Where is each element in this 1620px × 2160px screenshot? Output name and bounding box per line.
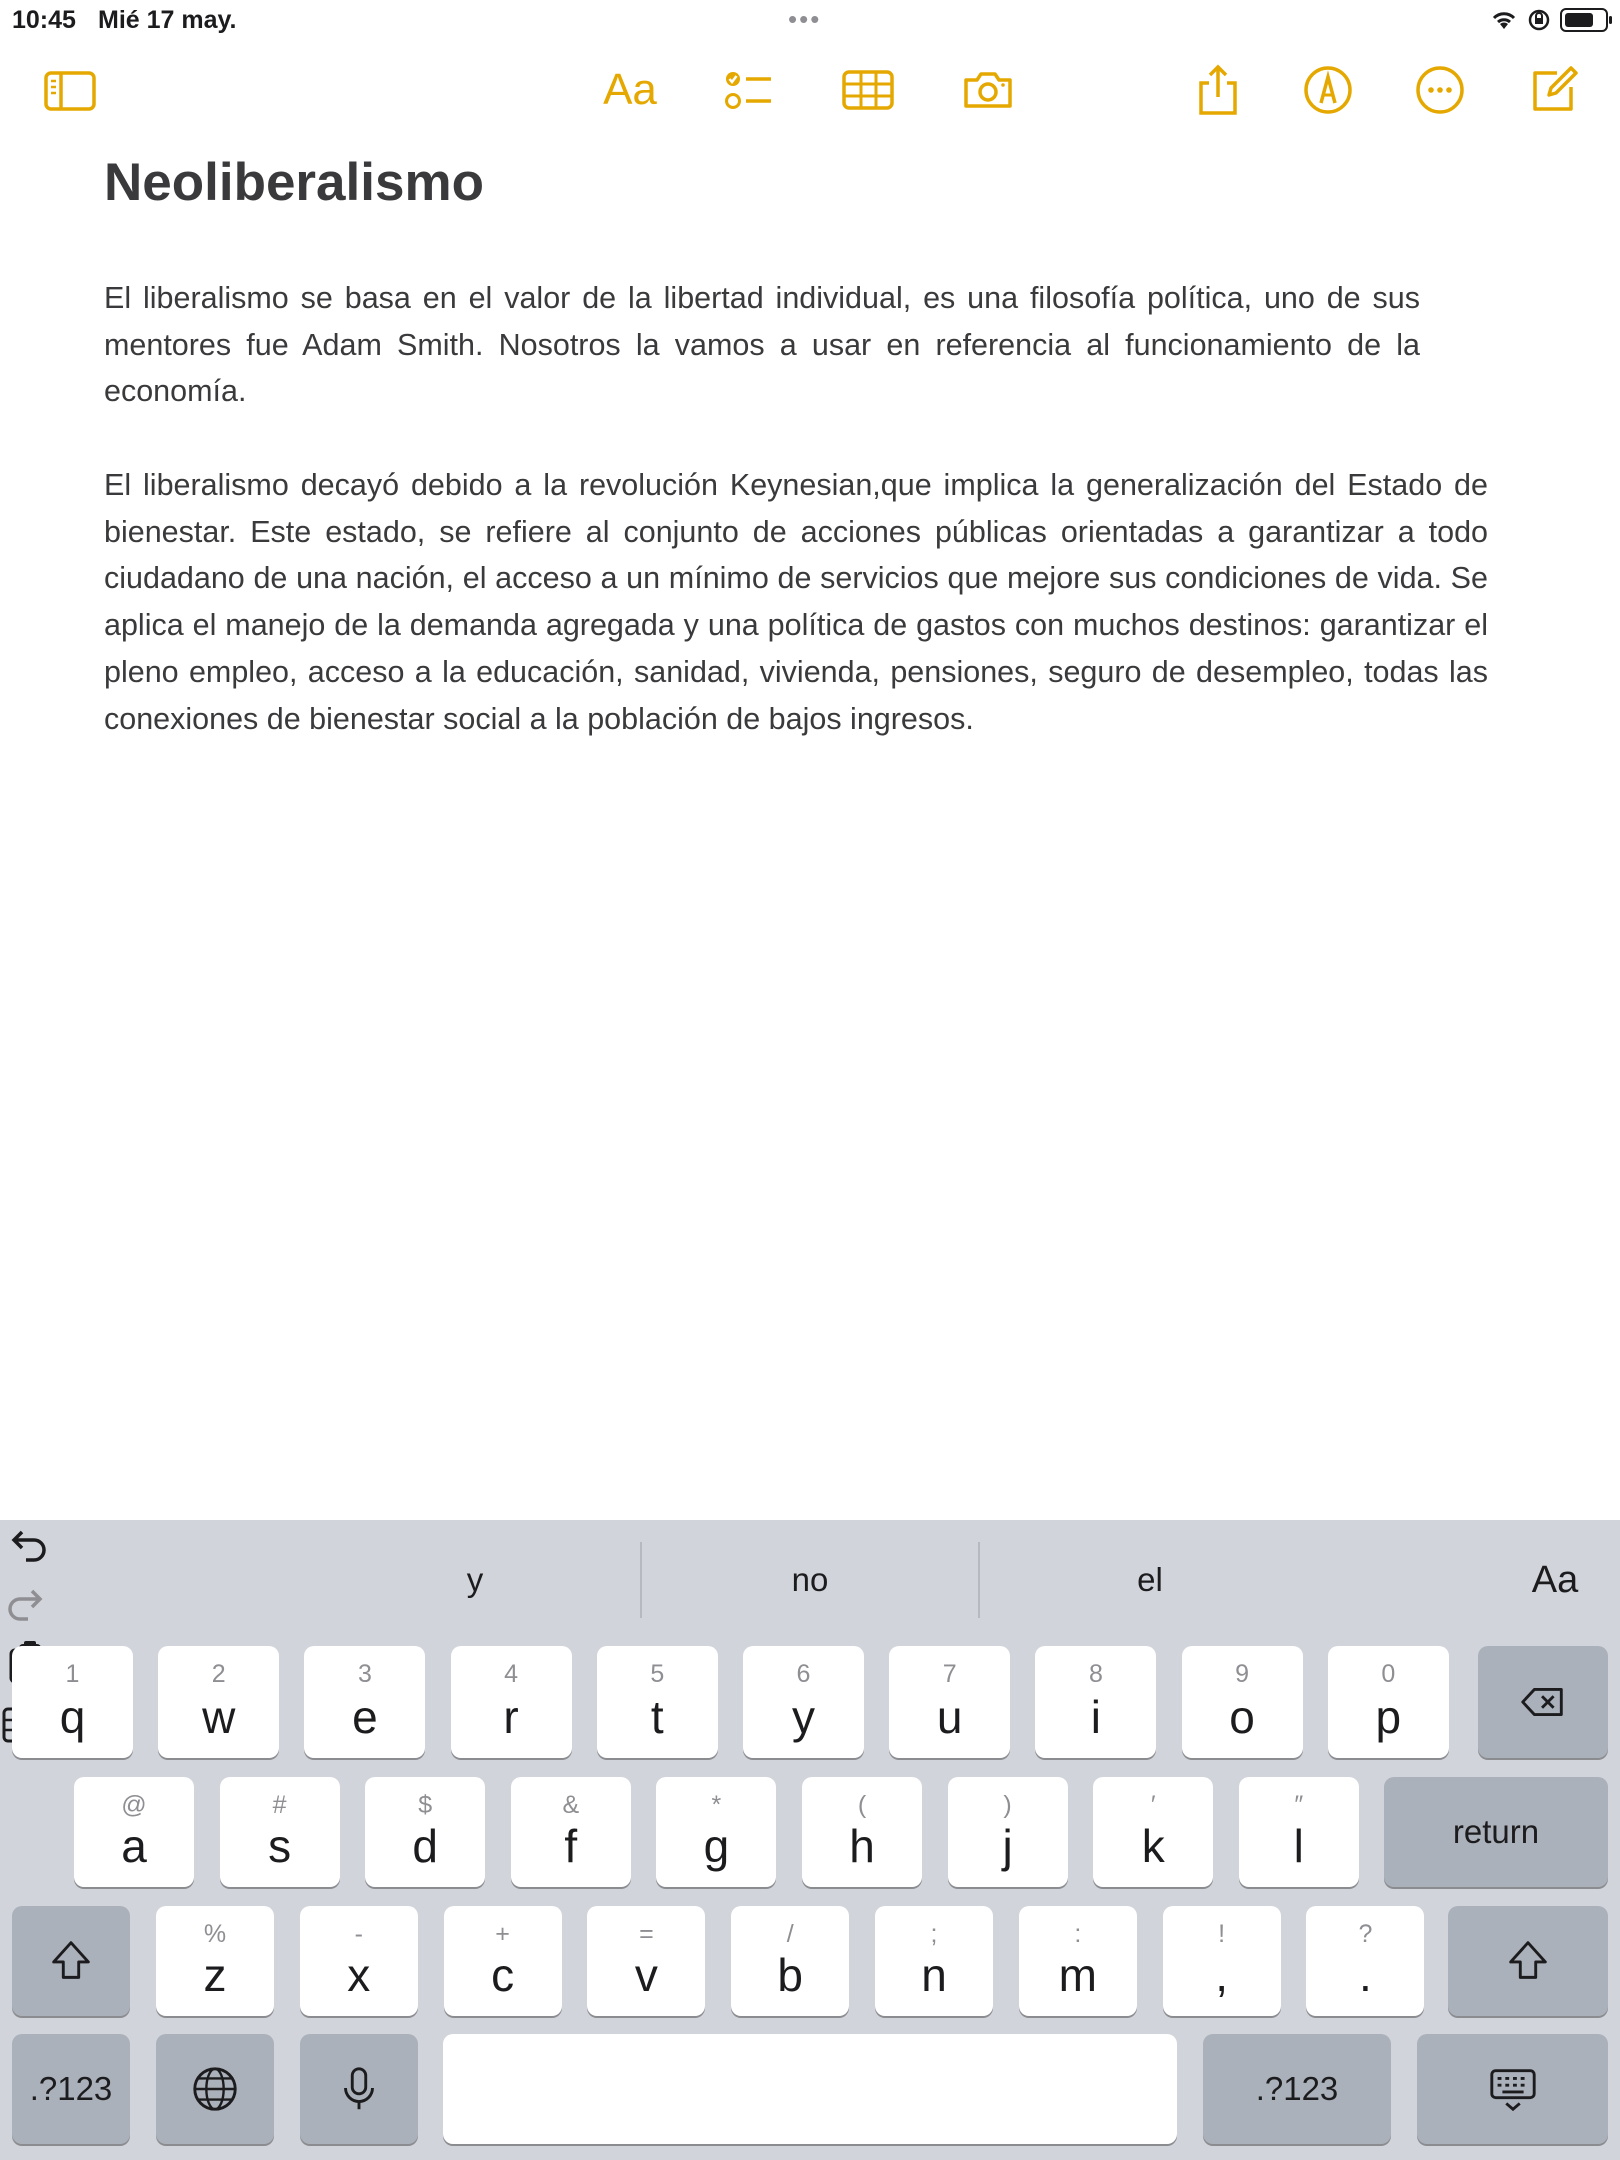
globe-key[interactable] <box>156 2034 274 2144</box>
undo-icon <box>0 1520 54 1574</box>
key-char-label: y <box>792 1691 815 1743</box>
shift-key-right[interactable] <box>1448 1906 1608 2016</box>
key-w[interactable] <box>158 1646 279 1758</box>
suggestion-1[interactable]: y <box>466 1561 484 1598</box>
key-period[interactable] <box>1306 1906 1424 2016</box>
sidebar-icon <box>43 63 97 117</box>
share-icon <box>1191 63 1245 117</box>
backspace-key[interactable] <box>1478 1646 1608 1758</box>
key-alt-label: 8 <box>1088 1660 1103 1688</box>
compose-icon <box>1527 63 1581 117</box>
key-alt-label: $ <box>418 1791 433 1819</box>
key-u[interactable] <box>889 1646 1010 1758</box>
table-icon <box>841 63 895 117</box>
key-char-label: q <box>59 1691 86 1743</box>
key-alt-label: 9 <box>1235 1660 1250 1688</box>
key-char-label: , <box>1215 1949 1228 2001</box>
keyboard-format-button[interactable]: Aa <box>1531 1559 1579 1601</box>
key-d[interactable] <box>365 1777 485 1887</box>
wifi-icon <box>1490 9 1518 31</box>
key-j[interactable] <box>948 1777 1068 1887</box>
suggestion-divider <box>978 1542 980 1618</box>
key-alt-label: * <box>711 1791 722 1819</box>
key-m[interactable] <box>1019 1906 1137 2016</box>
orientation-lock-icon <box>1528 9 1550 31</box>
key-s[interactable] <box>220 1777 340 1887</box>
key-alt-label: ′ <box>1150 1791 1156 1819</box>
note-title[interactable]: Neoliberalismo <box>104 153 484 212</box>
numbers-key-right[interactable] <box>1203 2034 1391 2144</box>
numbers-key-left[interactable] <box>12 2034 130 2144</box>
microphone-icon <box>333 2063 385 2115</box>
suggestion-3[interactable]: el <box>1137 1561 1163 1598</box>
key-t[interactable] <box>597 1646 718 1758</box>
shift-icon <box>1502 1935 1554 1987</box>
key-r[interactable] <box>451 1646 572 1758</box>
keyboard-dismiss-icon <box>1487 2063 1539 2115</box>
key-v[interactable] <box>587 1906 705 2016</box>
key-b[interactable] <box>731 1906 849 2016</box>
key-char-label: a <box>121 1820 147 1872</box>
key-n[interactable] <box>875 1906 993 2016</box>
key-f[interactable] <box>511 1777 631 1887</box>
key-alt-label: @ <box>121 1791 147 1819</box>
key-char-label: w <box>202 1691 236 1743</box>
status-time: 10:45 <box>12 6 76 34</box>
suggestion-2[interactable]: no <box>791 1561 829 1598</box>
key-alt-label: ″ <box>1294 1791 1304 1819</box>
key-alt-label: 4 <box>504 1660 519 1688</box>
share-button[interactable] <box>1190 62 1246 118</box>
table-button[interactable] <box>840 62 896 118</box>
key-char-label: r <box>503 1691 519 1743</box>
numbers-key-label: .?123 <box>1255 2070 1339 2107</box>
key-x[interactable] <box>300 1906 418 2016</box>
key-char-label: e <box>352 1691 378 1743</box>
note-paragraph[interactable]: El liberalismo decayó debido a la revolución Keynesian,que implica la generalización del Estado de bienestar. Este estado, se refiere al conjunto de acciones públicas orientadas a garantizar a todo ciudadano de una nación, el acceso a un mínimo de servicios que mejore sus condiciones de vida. Se aplica el manejo de la demanda agregada y una política de gastos con muchos destinos: garantizar el pleno empleo, acceso a la educación, sanidad, vivienda, pensiones, seguro de desempleo, todas las conexiones de bienestar social a la población de bajos ingresos. <box>104 468 1488 736</box>
battery-icon <box>1560 8 1608 32</box>
key-char-label: d <box>412 1820 438 1872</box>
key-char-label: j <box>1002 1820 1013 1872</box>
status-icons <box>1490 8 1608 32</box>
camera-button[interactable] <box>960 62 1016 118</box>
shift-key-left[interactable] <box>12 1906 130 2016</box>
key-y[interactable] <box>743 1646 864 1758</box>
key-alt-label: ? <box>1358 1920 1373 1948</box>
key-alt-label: ) <box>1003 1791 1012 1819</box>
markup-pen-icon <box>1301 63 1355 117</box>
key-char-label: h <box>849 1820 875 1872</box>
more-button[interactable] <box>1412 62 1468 118</box>
key-alt-label: = <box>639 1920 654 1948</box>
key-char-label: o <box>1229 1691 1255 1743</box>
status-bar <box>0 0 1620 40</box>
more-icon <box>1413 63 1467 117</box>
key-c[interactable] <box>444 1906 562 2016</box>
key-q[interactable] <box>12 1646 133 1758</box>
status-date: Mié 17 may. <box>98 6 237 34</box>
redo-icon <box>0 1579 54 1633</box>
key-l[interactable] <box>1239 1777 1359 1887</box>
key-alt-label: 5 <box>650 1660 665 1688</box>
key-p[interactable] <box>1328 1646 1449 1758</box>
key-char-label: t <box>650 1691 664 1743</box>
key-alt-label: 0 <box>1381 1660 1396 1688</box>
key-e[interactable] <box>304 1646 425 1758</box>
key-alt-label: 3 <box>357 1660 372 1688</box>
text-format-button[interactable] <box>600 62 660 118</box>
key-alt-label: : <box>1074 1920 1082 1948</box>
multitasking-dots-icon[interactable]: ••• <box>788 4 822 34</box>
key-g[interactable] <box>656 1777 776 1887</box>
key-char-label: n <box>921 1949 947 2001</box>
shift-icon <box>45 1935 97 1987</box>
software-keyboard <box>0 1520 1620 2160</box>
key-char-label: c <box>491 1949 515 2001</box>
checklist-icon <box>721 63 775 117</box>
key-char-label: . <box>1359 1949 1372 2001</box>
key-char-label: k <box>1141 1820 1165 1872</box>
key-alt-label: 7 <box>942 1660 957 1688</box>
key-alt-label: & <box>562 1791 580 1819</box>
key-alt-label: ! <box>1218 1920 1226 1948</box>
sidebar-toggle-button[interactable] <box>42 62 98 118</box>
key-i[interactable] <box>1035 1646 1156 1758</box>
key-comma[interactable] <box>1163 1906 1281 2016</box>
text-format-label: Aa <box>603 65 657 114</box>
key-alt-label: ( <box>857 1791 867 1819</box>
note-paragraph[interactable]: El liberalismo se basa en el valor de la libertad individual, es una filosofía política, uno de sus mentores fue Adam Smith. Nosotros la vamos a usar en referencia al funcionamiento de la economía. <box>104 281 1420 409</box>
key-h[interactable] <box>802 1777 922 1887</box>
markup-button[interactable] <box>1300 62 1356 118</box>
key-char-label: p <box>1375 1691 1402 1743</box>
key-char-label: m <box>1058 1949 1097 2001</box>
dictation-key[interactable] <box>300 2034 418 2144</box>
key-char-label: f <box>564 1820 578 1872</box>
key-alt-label: # <box>272 1791 287 1819</box>
key-alt-label: + <box>495 1920 510 1948</box>
key-char-label: u <box>936 1691 963 1743</box>
key-char-label: i <box>1090 1691 1101 1743</box>
key-alt-label: 2 <box>211 1660 226 1688</box>
key-char-label: l <box>1293 1820 1304 1872</box>
key-alt-label: ; <box>930 1920 938 1948</box>
key-alt-label: / <box>786 1920 794 1948</box>
suggestion-divider <box>640 1542 642 1618</box>
key-alt-label: 6 <box>796 1660 811 1688</box>
key-alt-label: % <box>203 1920 227 1948</box>
key-char-label: b <box>777 1949 803 2001</box>
keyboard-shortcut-bar <box>0 1520 1620 1640</box>
camera-icon <box>961 63 1015 117</box>
key-char-label: g <box>703 1820 730 1872</box>
backspace-icon <box>1517 1676 1569 1728</box>
key-a[interactable] <box>74 1777 194 1887</box>
key-alt-label: - <box>354 1920 363 1948</box>
return-key-label: return <box>1452 1813 1540 1850</box>
globe-icon <box>189 2063 241 2115</box>
key-char-label: z <box>203 1949 227 2001</box>
key-o[interactable] <box>1182 1646 1303 1758</box>
new-note-button[interactable] <box>1526 62 1582 118</box>
return-key[interactable] <box>1384 1777 1608 1887</box>
key-z[interactable] <box>156 1906 274 2016</box>
dismiss-keyboard-key[interactable] <box>1417 2034 1608 2144</box>
key-alt-label: 1 <box>65 1660 80 1688</box>
space-bar[interactable] <box>443 2034 1177 2144</box>
key-k[interactable] <box>1093 1777 1213 1887</box>
numbers-key-label: .?123 <box>29 2070 113 2107</box>
checklist-button[interactable] <box>720 62 776 118</box>
key-char-label: s <box>268 1820 292 1872</box>
key-char-label: v <box>634 1949 658 2001</box>
key-char-label: x <box>347 1949 371 2001</box>
